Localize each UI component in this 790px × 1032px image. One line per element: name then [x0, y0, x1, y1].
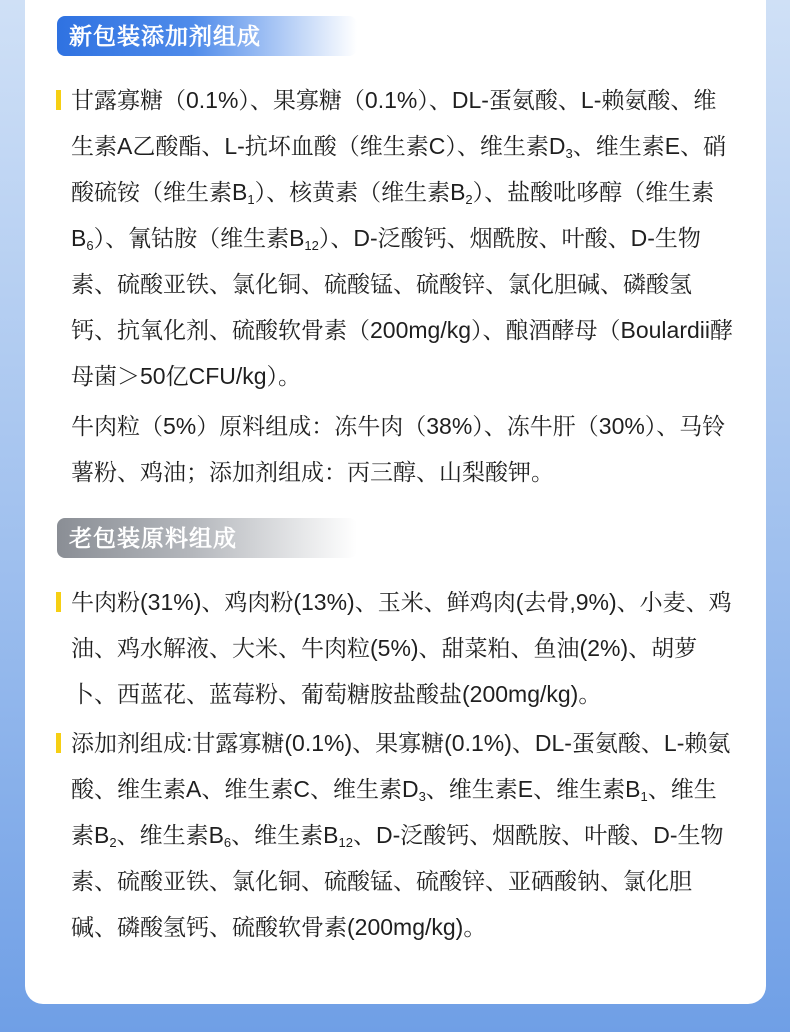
new-additives-paragraph: 甘露寡糖（0.1%）、果寡糖（0.1%）、DL-蛋氨酸、L-赖氨酸、维生素A乙酸酯、L-抗坏血酸（维生素C）、维生素$D_3$、维生素E、硝酸硫铵（维生素$B_1$）、核黄素（维生素$B_2$）、盐酸吡哆醇（维生素$B_6$）、氰钴胺（维生素$B_{12}$）、D-泛酸钙、烟酰胺、叶酸、D-生物素、硫酸亚铁、氯化铜、硫酸锰、硫酸锌、氯化胆碱、磷酸氢钙、抗氧化剂、硫酸软骨素（200mg/kg）、酿酒酵母（Boulardii酵母菌＞50亿CFU/kg）。 [71, 87, 734, 389]
paragraph-marker [56, 90, 61, 110]
section-title-old-package: 老包装原料组成 [57, 518, 357, 558]
paragraph-marker [56, 592, 61, 612]
beef-granule-paragraph: 牛肉粒（5%）原料组成：冻牛肉（38%）、冻牛肝（30%）、马铃薯粉、鸡油；添加剂组成：丙三醇、山梨酸钾。 [71, 413, 726, 485]
paragraph-marker [56, 733, 61, 753]
old-additives-paragraph: 添加剂组成:甘露寡糖(0.1%)、果寡糖(0.1%)、DL-蛋氨酸、L-赖氨酸、维生素A、维生素C、维生素$D_3$、维生素E、维生素$B_1$、维生素$B_2$、维生素$B_6$、维生素$B_{12}$、D-泛酸钙、烟酰胺、叶酸、D-生物素、硫酸亚铁、氯化铜、硫酸锰、硫酸锌、亚硒酸钠、氯化胆碱、磷酸氢钙、硫酸软骨素(200mg/kg)。 [71, 730, 731, 940]
old-ingredients-paragraph: 牛肉粉(31%)、鸡肉粉(13%)、玉米、鲜鸡肉(去骨,9%)、小麦、鸡油、鸡水解液、大米、牛肉粒(5%)、甜菜粕、鱼油(2%)、胡萝卜、西蓝花、蓝莓粉、葡萄糖胺盐酸盐(200mg/kg)。 [71, 589, 732, 707]
section-title-new-package: 新包装添加剂组成 [57, 16, 357, 56]
